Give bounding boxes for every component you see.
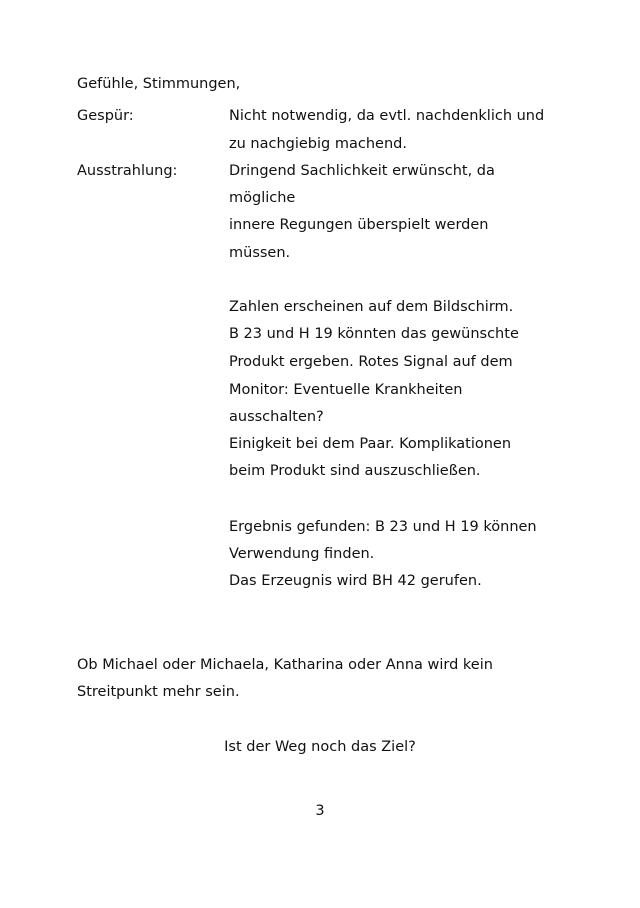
block2-line: Das Erzeugnis wird BH 42 gerufen. bbox=[229, 573, 482, 589]
row-text-line: müssen. bbox=[229, 245, 291, 261]
block1-line: Zahlen erscheinen auf dem Bildschirm. bbox=[229, 299, 514, 315]
paragraph-line: Ob Michael oder Michaela, Katharina oder Anna wird kein bbox=[77, 657, 493, 673]
block1-line: Produkt ergeben. Rotes Signal auf dem bbox=[229, 354, 513, 370]
row-text-line: innere Regungen überspielt werden bbox=[229, 217, 489, 233]
header-line: Gefühle, Stimmungen, bbox=[77, 76, 241, 92]
paragraph-line: Streitpunkt mehr sein. bbox=[77, 684, 240, 700]
block1-line: ausschalten? bbox=[229, 409, 324, 425]
row-text-line: Nicht notwendig, da evtl. nachdenklich und bbox=[229, 108, 545, 124]
block2-line: Verwendung finden. bbox=[229, 546, 375, 562]
row-text-line: zu nachgiebig machend. bbox=[229, 136, 407, 152]
row-label-ausstrahlung: Ausstrahlung: bbox=[77, 163, 178, 179]
block2-line: Ergebnis gefunden: B 23 und H 19 können bbox=[229, 519, 537, 535]
block1-line: B 23 und H 19 könnten das gewünschte bbox=[229, 326, 519, 342]
row-text-line: mögliche bbox=[229, 190, 296, 206]
block1-line: Monitor: Eventuelle Krankheiten bbox=[229, 382, 463, 398]
page-number: 3 bbox=[315, 803, 325, 819]
block1-line: beim Produkt sind auszuschließen. bbox=[229, 463, 481, 479]
closing-question: Ist der Weg noch das Ziel? bbox=[224, 739, 416, 755]
row-text-line: Dringend Sachlichkeit erwünscht, da bbox=[229, 163, 495, 179]
block1-line: Einigkeit bei dem Paar. Komplikationen bbox=[229, 436, 512, 452]
row-label-gespuer: Gespür: bbox=[77, 108, 134, 124]
